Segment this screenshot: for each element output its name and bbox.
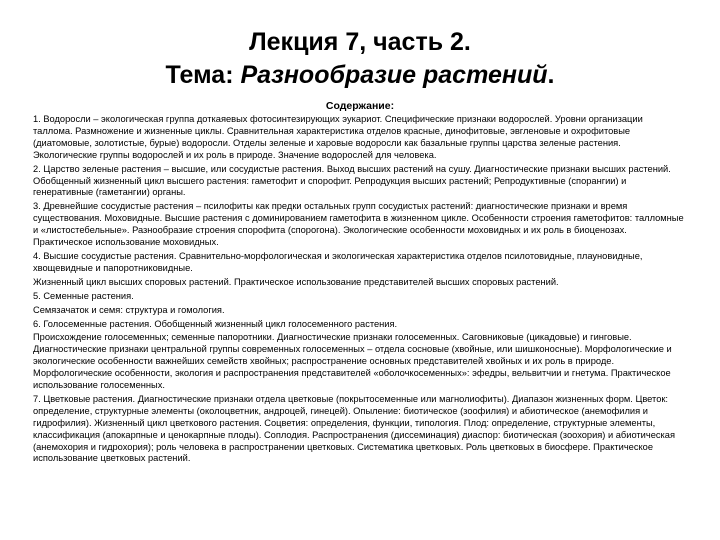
- paragraph: Жизненный цикл высших споровых растений. Практическое использование представителей высших споровых растений.: [33, 276, 559, 287]
- paragraph: 5. Семенные растения.: [33, 290, 134, 301]
- paragraph: 3. Древнейшие сосудистые растения – псилофиты как предки остальных групп сосудистых растений: диагностические признаки и время существования. Моховидные. Высшие растения с доминированием гаметофита в жизненном цикле. Особенности строения гаметофитов: талломные и «листостебельные». Разнообразие строения спорофита (спорогона). Экологические особенности моховидных и их роль в биоценозах. Практическое использование моховидных.: [33, 201, 684, 248]
- contents-body: [0, 114, 720, 465]
- paragraph: 6. Голосеменные растения. Обобщенный жизненный цикл голосеменного растения.: [33, 318, 398, 329]
- paragraph: 2. Царство зеленые растения – высшие, или сосудистые растения. Выход высших растений на сушу. Диагностические признаки высших растений. Обобщенный жизненный цикл высшего растения: гаметофит и спорофит. Репродукция высших растений; Репродуктивные (спорангии) и генеративные (гаметангии) органы.: [33, 163, 671, 198]
- paragraph: Семязачаток и семя: структура и гомология.: [33, 304, 225, 315]
- topic-label: Тема:: [165, 61, 241, 89]
- topic-name: Разнообразие растений: [240, 61, 548, 89]
- paragraph: 1. Водоросли – экологическая группа доткаяевых фотосинтезирующих эукариот. Специфические признаки водорослей. Уровни организации таллома. Размножение и жизненные циклы. Сравнительная характеристика отделов красные, динофитовые, эвгленовые и охрофитовые (диатомовые, золотистые, бурые) водоросли. Отделы зеленые и харовые водоросли как базальные группы царства зеленые растения. Экологические группы водорослей и их роль в природе. Значение водорослей для человека.: [33, 114, 643, 160]
- paragraph: 4. Высшие сосудистые растения. Сравнительно-морфологическая и экологическая характеристика отделов псилотовидные, плауновидные, хвощевидные и папоротниковидные.: [33, 250, 643, 273]
- lecture-title: [0, 0, 720, 92]
- title-line-1: Лекция 7, часть 2.: [249, 28, 471, 56]
- contents-heading: Содержание:: [325, 100, 395, 112]
- paragraph: Происхождение голосеменных; семенные папоротники. Диагностические признаки голосеменных. Саговниковые (цикадовые) и гинговые. Диагностические признаки центральной группы современных голосеменных – отдела сосновые (хвойные, или шишконосные). Морфологические и экологические особенности важнейших семейств хвойных; распространение основных представителей хвойных и их роль в природе. Морфологические особенности, экология и распространения представителей «оболочкосеменных»: эфедры, вельвитчии и гнетума. Практическое использование голосеменных.: [33, 332, 672, 391]
- topic-end: .: [547, 61, 555, 89]
- paragraph: 7. Цветковые растения. Диагностические признаки отдела цветковые (покрытосеменные или магнолиофиты). Диапазон жизненных форм. Цветок: определение, структурные элементы (околоцветник, андроцей, гинецей). Опыление: биотическое (зоофилия) и абиотическое (анемофилия и гидрофилия). Жизненный цикл цветкового растения. Соцветия: определения, функции, типология. Плод: определение, структурные элементы, классификация (апокарпные и ценокарпные плоды). Соплодия. Распространения (диссеминация) диаспор: биотическая (зоохория) и абиотическая (анемохория и гидрохория); роль человека в распространении цветковых. Систематика цветковых. Роль цветковых в биосфере. Практическое использование цветковых растений.: [33, 393, 676, 464]
- title-line-2: [0, 59, 720, 92]
